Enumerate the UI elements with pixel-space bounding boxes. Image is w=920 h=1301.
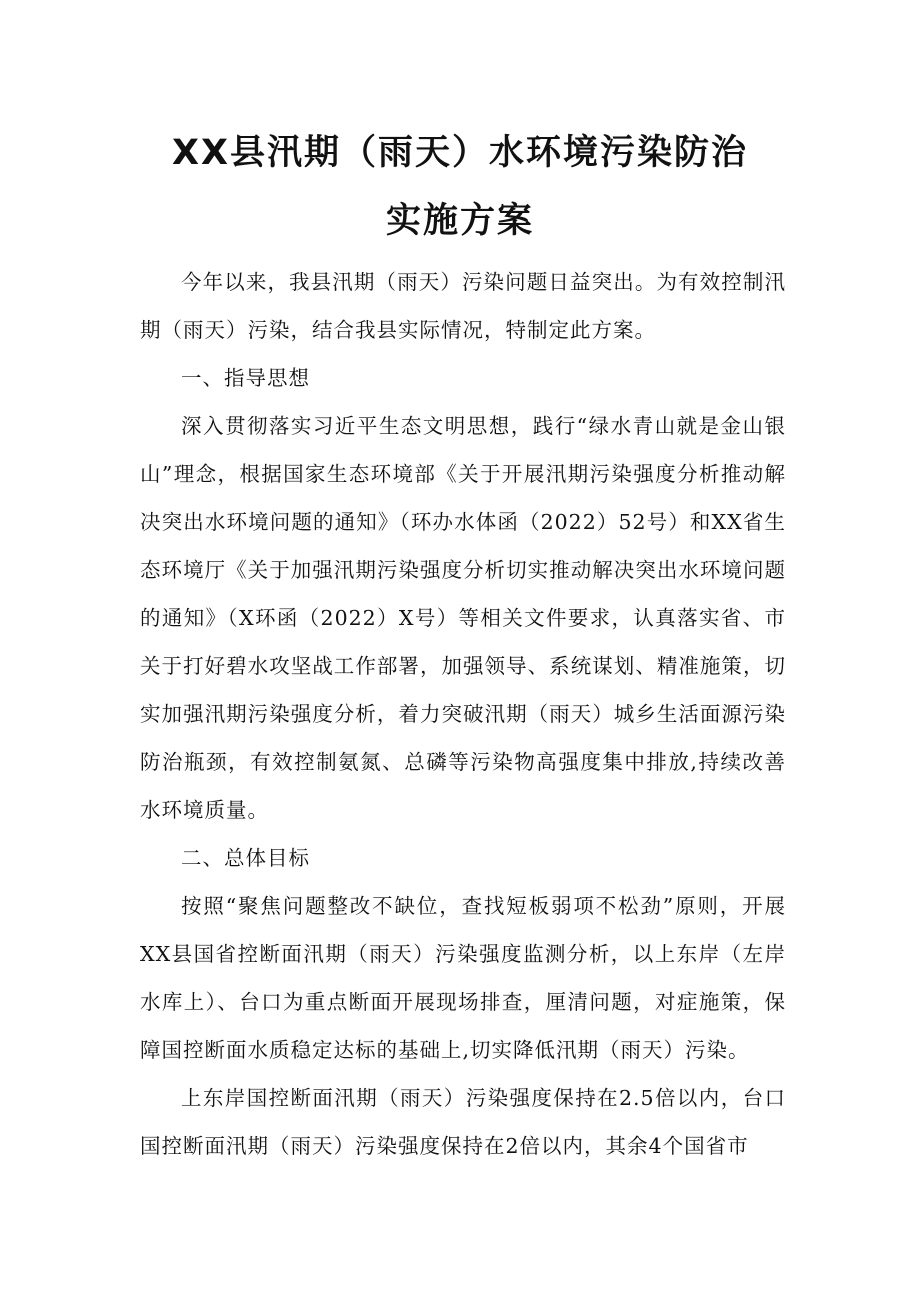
overall-goal-paragraph: 按照“聚焦问题整改不缺位，查找短板弱项不松劲”原则，开展XX县国省控断面汛期（雨天）污染强度监测分析，以上东岸（左岸水库上）、台口为重点断面开展现场排查，厘清问题，对症施策，保障国控断面水质稳定达标的基础上,切实降低汛期（雨天）污染。 xyxy=(140,894,786,1062)
guiding-ideology-paragraph: 深入贯彻落实习近平生态文明思想，践行“绿水青山就是金山银山”理念，根据国家生态环境部《关于开展汛期污染强度分析推动解决突出水环境问题的通知》（环办水体函（2022）52号）和XX省生态环境厅《关于加强汛期污染强度分析切实推动解决突出水环境问题的通知》（X环函（2022）X号）等相关文件要求，认真落实省、市关于打好碧水攻坚战工作部署，加强领导、系统谋划、精准施策，切实加强汛期污染强度分析，着力突破汛期（雨天）城乡生活面源污染防治瓶颈，有效控制氨氮、总磷等污染物高强度集中排放,持续改善水环境质量。 xyxy=(140,414,786,822)
section-heading-overall-goal: 二、总体目标 xyxy=(181,846,310,870)
intro-paragraph: 今年以来，我县汛期（雨天）污染问题日益突出。为有效控制汛期（雨天）污染，结合我县实际情况，特制定此方案。 xyxy=(140,270,786,342)
document-title-line-1: XX县汛期（雨天）水环境污染防治 xyxy=(172,133,748,173)
section-heading-guiding-ideology: 一、指导思想 xyxy=(181,366,310,390)
document-body xyxy=(140,258,786,1170)
document-title-line-2: 实施方案 xyxy=(385,201,534,241)
targets-paragraph: 上东岸国控断面汛期（雨天）污染强度保持在2.5倍以内，台口国控断面汛期（雨天）污染强度保持在2倍以内，其余4个国省市 xyxy=(140,1086,786,1158)
